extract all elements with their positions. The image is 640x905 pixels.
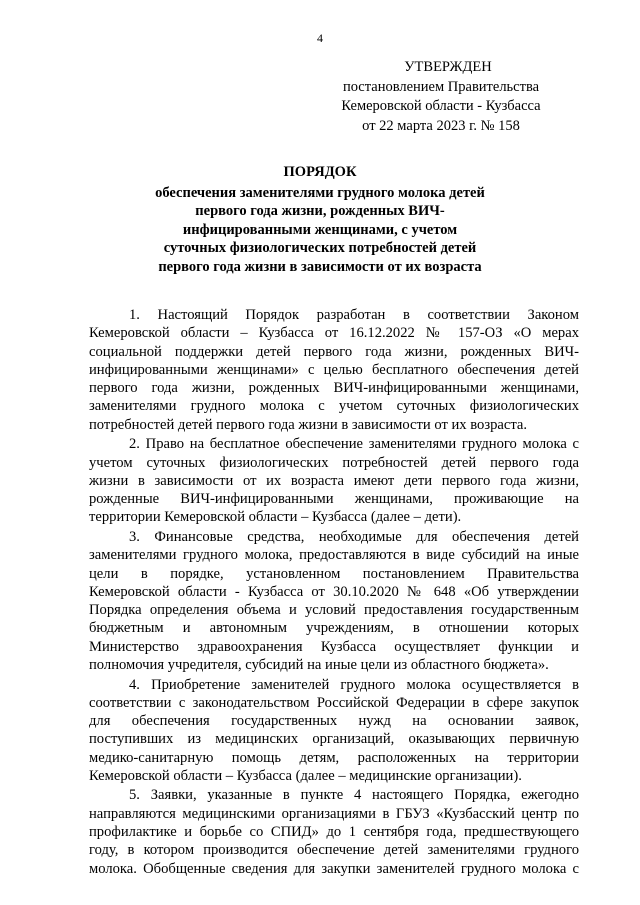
text-line: полномочия учредителя, субсидий на иные цели из областного бюджета».	[89, 657, 549, 674]
text-line: бюджетным и автономным учреждениям, в отношении которых	[89, 620, 579, 637]
approval-line: Кемеровской области - Кузбасса	[341, 98, 541, 114]
text-line: профилактике и борьбе со СПИД» до 1 сентября года, предшествующего	[89, 824, 579, 841]
approval-date-line: от 22 марта 2023 г. № 158	[362, 117, 520, 134]
text-line: потребностей детей первого года жизни в зависимости от их возраста.	[89, 416, 528, 433]
page-number: 4	[317, 31, 323, 45]
text-line: 1. Настоящий Порядок разработан в соответствии Законом	[129, 307, 579, 323]
document-title: ПОРЯДОК	[283, 164, 357, 180]
subtitle-line: первого года жизни в зависимости от их возраста	[158, 258, 482, 275]
text-line: 4. Приобретение заменителей грудного молока осуществляется в	[129, 676, 579, 693]
text-line: Кемеровской области – Кузбасса (далее – медицинские организации).	[89, 767, 522, 784]
text-line: 3. Финансовые средства, необходимые для обеспечения детей	[129, 528, 579, 545]
subtitle-line: первого года жизни, рожденных ВИЧ-	[195, 203, 445, 219]
document-subtitle	[110, 184, 530, 277]
text-line: Министерство здравоохранения Кузбасса осуществляет функции и	[89, 638, 579, 655]
approval-line: постановлением Правительства	[342, 78, 540, 95]
document-body	[89, 306, 579, 878]
text-line: для обеспечения государственных нужд на основании заявок,	[89, 713, 579, 730]
text-line: соответствии с законодательством Российской Федерации в сфере закупок	[89, 694, 579, 711]
text-line: жизни в зависимости от их возраста имеют дети первого года жизни,	[89, 472, 579, 489]
text-line: направляются медицинскими организациями в ГБУЗ «Кузбасский центр по	[89, 805, 579, 822]
approved-heading: УТВЕРЖДЕН	[404, 59, 492, 75]
text-line: молока. Обобщенные сведения для закупки заменителей грудного молока с	[89, 860, 579, 877]
paragraph-1	[89, 306, 579, 434]
text-line: цели в порядке, установленном постановлением Правительства	[89, 565, 579, 582]
text-line: территории Кемеровской области – Кузбасса (далее – дети).	[89, 509, 462, 526]
subtitle-line: инфицированными женщинами, с учетом	[182, 221, 458, 238]
text-line: 2. Право на бесплатное обеспечение заменителями грудного молока с	[129, 436, 579, 453]
text-line: заменителями грудного молока, предоставляются в виде субсидий на иные	[89, 547, 579, 564]
paragraph-5	[89, 786, 579, 877]
text-line: году, в котором производится обеспечение детей заменителями грудного	[89, 842, 579, 859]
paragraph-2	[89, 435, 579, 526]
text-line: рожденные ВИЧ-инфицированными женщинами, проживающие на	[89, 491, 579, 508]
text-line: 5. Заявки, указанные в пункте 4 настоящего Порядка, ежегодно	[129, 787, 579, 804]
subtitle-line: суточных физиологических потребностей детей	[163, 240, 477, 256]
approval-stamp-block	[330, 58, 552, 136]
paragraph-4	[89, 676, 579, 786]
text-line: социальной поддержки детей первого года жизни, рожденных ВИЧ-	[89, 343, 579, 360]
text-line: учетом суточных физиологических потребностей детей первого года	[89, 454, 579, 471]
text-line: Кемеровской области - Кузбасса от 30.10.2020 № 648 «Об утверждении	[89, 583, 579, 600]
text-line: медико-санитарную помощь детям, расположенных на территории	[89, 749, 579, 766]
paragraph-3	[89, 528, 579, 674]
text-line: первого года жизни, рожденных ВИЧ-инфицированными женщинами,	[89, 380, 579, 397]
text-line: Порядка определения объема и условий предоставления государственным	[89, 602, 579, 619]
subtitle-line: обеспечения заменителями грудного молока детей	[155, 184, 485, 201]
text-line: поступивших из медицинских организаций, оказывающих первичную	[89, 731, 579, 748]
document-title-block	[110, 163, 530, 276]
text-line: Кемеровской области – Кузбасса от 16.12.2022 № 157-ОЗ «О мерах	[89, 325, 579, 342]
text-line: заменителями грудного молока с учетом суточных физиологических	[89, 398, 579, 415]
text-line: инфицированными женщинами» с целью бесплатного обеспечения детей	[89, 361, 579, 378]
